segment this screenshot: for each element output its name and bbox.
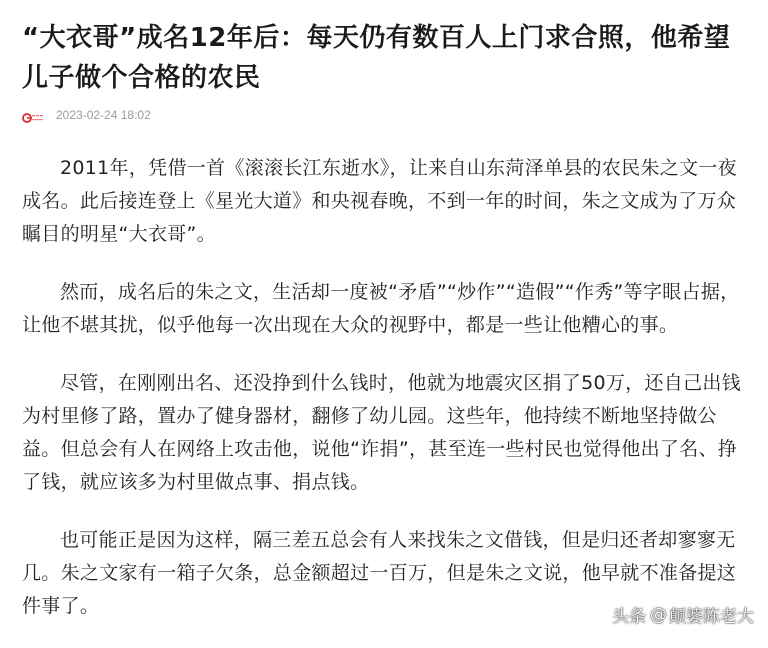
paragraph: 2011年，凭借一首《滚滚长江东逝水》，让来自山东菏泽单县的农民朱之文一夜成名。此后接连登上《星光大道》和央视春晚，不到一年的时间，朱之文成为了万众瞩目的明星“大衣哥”。 (22, 157, 737, 245)
watermark-platform: 头条 (612, 607, 646, 627)
paragraph: 尽管，在刚刚出名、还没挣到什么钱时，他就为地震灾区捐了50万，还自己出钱为村里修了路，置办了健身器材，翻修了幼儿园。这些年，他持续不断地坚持做公益。但总会有人在网络上攻击他，说他“诈捐”，甚至连一些村民也觉得他出了名、挣了钱，就应该多为村里做点事、捐点钱。 (22, 372, 741, 493)
publish-timestamp: 2023-02-24 18:02 (56, 108, 151, 122)
toutiao-watermark (612, 602, 754, 627)
article-meta (22, 106, 151, 124)
article-title: “大衣哥”成名12年后：每天仍有数百人上门求合照，他希望儿子做个合格的农民 (22, 23, 731, 93)
article-body (22, 152, 748, 648)
watermark-account: 颠婆陈老大 (669, 607, 754, 627)
paragraph: 然而，成名后的朱之文，生活却一度被“矛盾”“炒作”“造假”“作秀”等字眼占据，让他不堪其扰，似乎他每一次出现在大众的视野中，都是一些让他糟心的事。 (22, 281, 740, 336)
source-logo-icon (22, 109, 44, 121)
paragraph: 也可能正是因为这样，隔三差五总会有人来找朱之文借钱，但是归还者却寥寥无几。朱之文家有一箱子欠条，总金额超过一百万，但是朱之文说，他早就不准备提这件事了。 (22, 529, 737, 617)
watermark-at: @ (650, 604, 667, 625)
